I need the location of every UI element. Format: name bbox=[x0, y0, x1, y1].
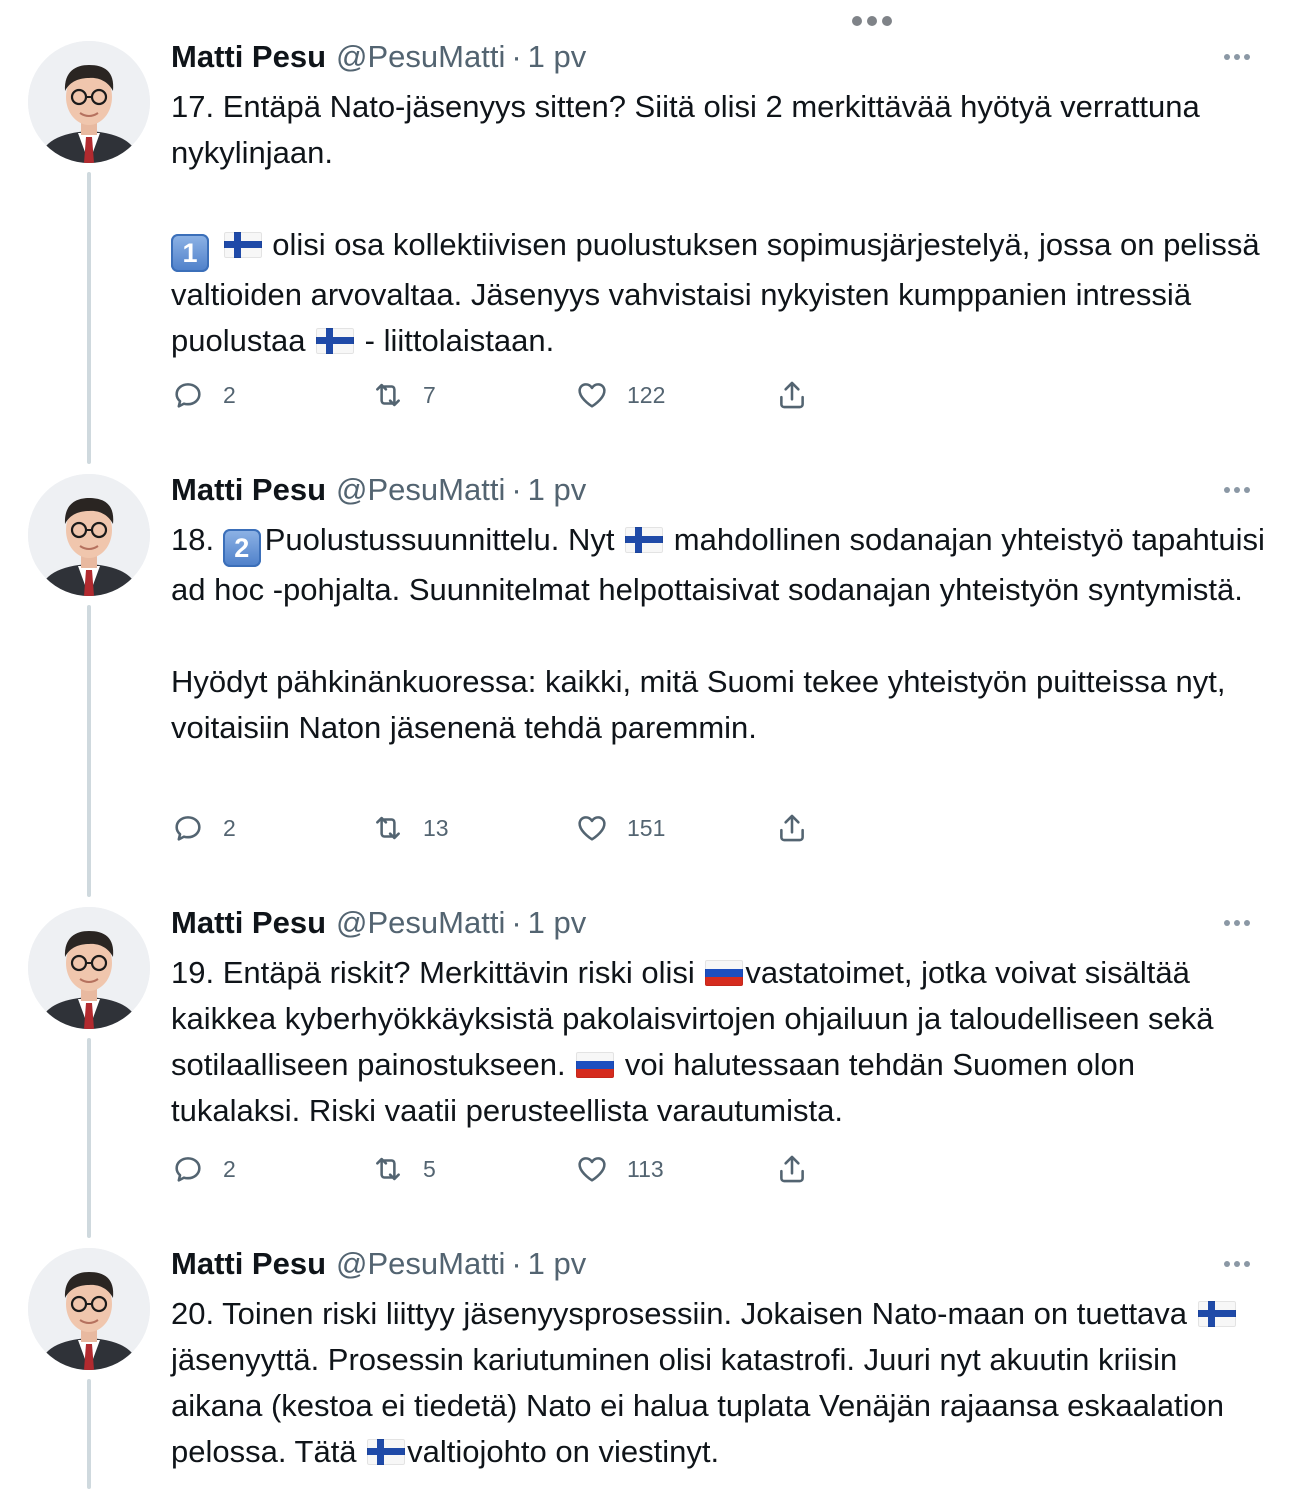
reply-count: 2 bbox=[223, 814, 236, 841]
tweet-paragraph bbox=[171, 950, 1271, 1134]
reply-count: 2 bbox=[223, 1155, 236, 1182]
separator: · bbox=[511, 472, 522, 507]
russia-flag-icon bbox=[576, 1052, 614, 1078]
timestamp[interactable]: 1 pv bbox=[527, 905, 587, 940]
tweet-text bbox=[171, 517, 1271, 751]
thread-more-indicator[interactable] bbox=[852, 16, 892, 26]
reply-icon bbox=[171, 378, 205, 412]
text-segment: - liittolaistaan. bbox=[356, 323, 555, 358]
text-segment: 19. Entäpä riskit? Merkittävin riski olisi bbox=[171, 955, 704, 990]
author-name[interactable]: Matti Pesu bbox=[171, 39, 327, 74]
reply-count: 2 bbox=[223, 381, 236, 408]
retweet-icon bbox=[371, 1152, 405, 1186]
tweet-actions bbox=[171, 810, 871, 846]
author-name[interactable]: Matti Pesu bbox=[171, 472, 327, 507]
reply-button[interactable] bbox=[171, 377, 236, 413]
finland-flag-icon bbox=[1198, 1301, 1236, 1327]
tweet-text bbox=[171, 950, 1271, 1134]
keycap-1-emoji: 1 bbox=[171, 234, 209, 272]
retweet-button[interactable] bbox=[371, 1151, 436, 1187]
thread-connector bbox=[87, 1038, 91, 1238]
like-button[interactable] bbox=[575, 377, 665, 413]
retweet-icon bbox=[371, 378, 405, 412]
more-horizontal-icon[interactable] bbox=[1224, 52, 1250, 62]
separator: · bbox=[511, 1246, 522, 1281]
text-segment: 18. bbox=[171, 522, 223, 557]
tweet-header bbox=[171, 898, 586, 948]
thread-connector bbox=[87, 605, 91, 897]
text-segment: Hyödyt pähkinänkuoressa: kaikki, mitä Suomi tekee yhteistyön puitteissa nyt, voitaisiin Naton jäsenenä tehdä paremmin. bbox=[171, 664, 1226, 745]
avatar[interactable] bbox=[28, 41, 150, 163]
heart-icon bbox=[575, 811, 609, 845]
reply-icon bbox=[171, 1152, 205, 1186]
author-name[interactable]: Matti Pesu bbox=[171, 1246, 327, 1281]
tweet-paragraph bbox=[171, 84, 1271, 176]
author-handle[interactable]: @PesuMatti bbox=[336, 905, 506, 940]
more-horizontal-icon[interactable] bbox=[1224, 1259, 1250, 1269]
tweet-header bbox=[171, 32, 586, 82]
reply-icon bbox=[171, 811, 205, 845]
author-handle[interactable]: @PesuMatti bbox=[336, 39, 506, 74]
heart-icon bbox=[575, 1152, 609, 1186]
retweet-count: 7 bbox=[423, 381, 436, 408]
author-name[interactable]: Matti Pesu bbox=[171, 905, 327, 940]
more-horizontal-icon[interactable] bbox=[1224, 485, 1250, 495]
tweet-header bbox=[171, 1239, 586, 1289]
text-segment: valtiojohto on viestinyt. bbox=[407, 1434, 720, 1469]
avatar[interactable] bbox=[28, 907, 150, 1029]
text-segment: mahdollinen sodanajan yhteistyö tapahtuisi ad hoc -pohjalta. Suunnitelmat helpottaisivat sodanajan yhteistyön syntymistä. bbox=[171, 522, 1265, 607]
tweet-actions bbox=[171, 1151, 871, 1187]
tweet-paragraph bbox=[171, 222, 1271, 364]
text-segment: Puolustussuunnittelu. Nyt bbox=[264, 522, 624, 557]
timestamp[interactable]: 1 pv bbox=[527, 39, 587, 74]
keycap-2-emoji: 2 bbox=[223, 529, 261, 567]
share-button[interactable] bbox=[775, 377, 827, 413]
share-icon bbox=[775, 811, 809, 845]
like-button[interactable] bbox=[575, 1151, 664, 1187]
text-segment: vastatoimet, jotka voivat sisältää kaikkea kyberhyökkäyksistä pakolaisvirtojen ohjailuun ja taloudelliseen sekä sotilaalliseen painostukseen. bbox=[171, 955, 1214, 1082]
text-segment: 20. Toinen riski liittyy jäsenyysprosessiin. Jokaisen Nato-maan on tuettava bbox=[171, 1296, 1196, 1331]
text-segment: voi halutessaan tehdän Suomen olon tukalaksi. Riski vaatii perusteellista varautumista. bbox=[171, 1047, 1136, 1128]
avatar[interactable] bbox=[28, 474, 150, 596]
author-handle[interactable]: @PesuMatti bbox=[336, 1246, 506, 1281]
retweet-count: 5 bbox=[423, 1155, 436, 1182]
tweet-actions bbox=[171, 377, 871, 413]
tweet-text bbox=[171, 84, 1271, 364]
finland-flag-icon bbox=[224, 232, 262, 258]
author-handle[interactable]: @PesuMatti bbox=[336, 472, 506, 507]
timestamp[interactable]: 1 pv bbox=[527, 1246, 587, 1281]
share-button[interactable] bbox=[775, 1151, 827, 1187]
like-button[interactable] bbox=[575, 810, 665, 846]
retweet-icon bbox=[371, 811, 405, 845]
reply-button[interactable] bbox=[171, 1151, 236, 1187]
thread-connector bbox=[87, 1379, 91, 1489]
retweet-count: 13 bbox=[423, 814, 449, 841]
heart-icon bbox=[575, 378, 609, 412]
russia-flag-icon bbox=[705, 960, 743, 986]
separator: · bbox=[511, 39, 522, 74]
reply-button[interactable] bbox=[171, 810, 236, 846]
tweet-paragraph bbox=[171, 517, 1271, 613]
share-icon bbox=[775, 378, 809, 412]
timestamp[interactable]: 1 pv bbox=[527, 472, 587, 507]
like-count: 113 bbox=[627, 1155, 664, 1182]
retweet-button[interactable] bbox=[371, 810, 449, 846]
finland-flag-icon bbox=[625, 527, 663, 553]
finland-flag-icon bbox=[316, 328, 354, 354]
tweet-header bbox=[171, 465, 586, 515]
share-icon bbox=[775, 1152, 809, 1186]
more-horizontal-icon[interactable] bbox=[1224, 918, 1250, 928]
like-count: 122 bbox=[627, 381, 666, 408]
avatar[interactable] bbox=[28, 1248, 150, 1370]
text-segment: jäsenyyttä. Prosessin kariutuminen olisi katastrofi. Juuri nyt akuutin kriisin aikana (kestoa ei tiedetä) Nato ei halua tuplata Venäjän rajaansa eskaalation pelossa. Tätä bbox=[171, 1342, 1225, 1469]
share-button[interactable] bbox=[775, 810, 827, 846]
tweet-paragraph bbox=[171, 1291, 1271, 1475]
tweet-paragraph bbox=[171, 659, 1271, 751]
text-segment: olisi osa kollektiivisen puolustuksen sopimusjärjestelyä, jossa on pelissä valtioiden arvovaltaa. Jäsenyys vahvistaisi nykyisten kumppanien intressiä puolustaa bbox=[171, 227, 1260, 358]
like-count: 151 bbox=[627, 814, 666, 841]
tweet-text bbox=[171, 1291, 1271, 1475]
thread-connector bbox=[87, 172, 91, 464]
finland-flag-icon bbox=[367, 1439, 405, 1465]
text-segment: 17. Entäpä Nato-jäsenyys sitten? Siitä olisi 2 merkittävää hyötyä verrattuna nykylinjaan. bbox=[171, 89, 1200, 170]
retweet-button[interactable] bbox=[371, 377, 436, 413]
separator: · bbox=[511, 905, 522, 940]
